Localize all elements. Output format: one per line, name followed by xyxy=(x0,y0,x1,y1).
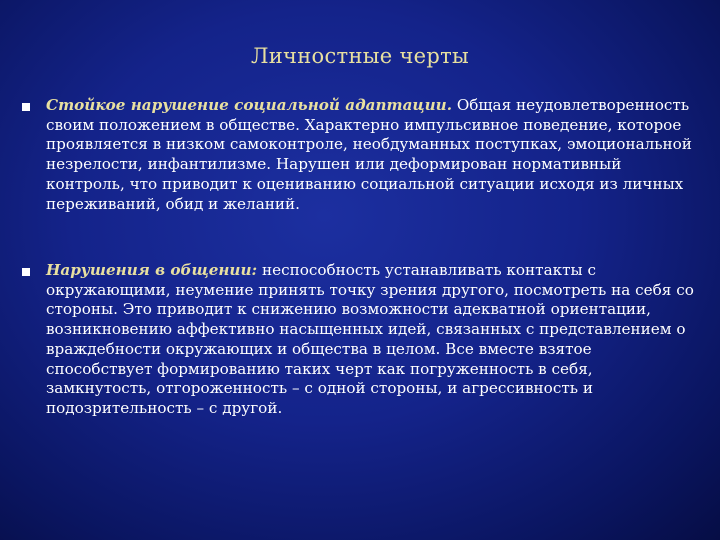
bullet-text: Общая неудовлетворенность своим положением в обществе. Характерно импульсивное поведение, которое проявляется в низком самоконтроле, необдуманных поступках, эмоциональной незрелости, инфантилизме. Нарушен или деформирован нормативный контроль, что приводит к оцениванию социальной ситуации исходя из личных переживаний, обид и желаний. xyxy=(46,96,692,213)
bullet-lead: Стойкое нарушение социальной адаптации. xyxy=(46,96,452,114)
square-bullet-icon xyxy=(22,103,30,111)
bullet-point-communication xyxy=(46,261,701,419)
bullet-text: неспособность устанавливать контакты с окружающими, неумение принять точку зрения другого, посмотреть на себя со стороны. Это приводит к снижению возможности адекватной ориентации, возникновению аффективно насыщенных идей, связанных с представлением о враждебности окружающих и общества в целом. Все вместе взятое способствует формированию таких черт как погруженность в себя, замкнутость, отгороженность – с одной стороны, и агрессивность и подозрительность – с другой. xyxy=(46,261,694,417)
slide-title: Личностные черты xyxy=(250,44,470,68)
bullet-lead: Нарушения в общении: xyxy=(46,261,258,279)
square-bullet-icon xyxy=(22,268,30,276)
bullet-point-social-adaptation xyxy=(46,96,701,214)
